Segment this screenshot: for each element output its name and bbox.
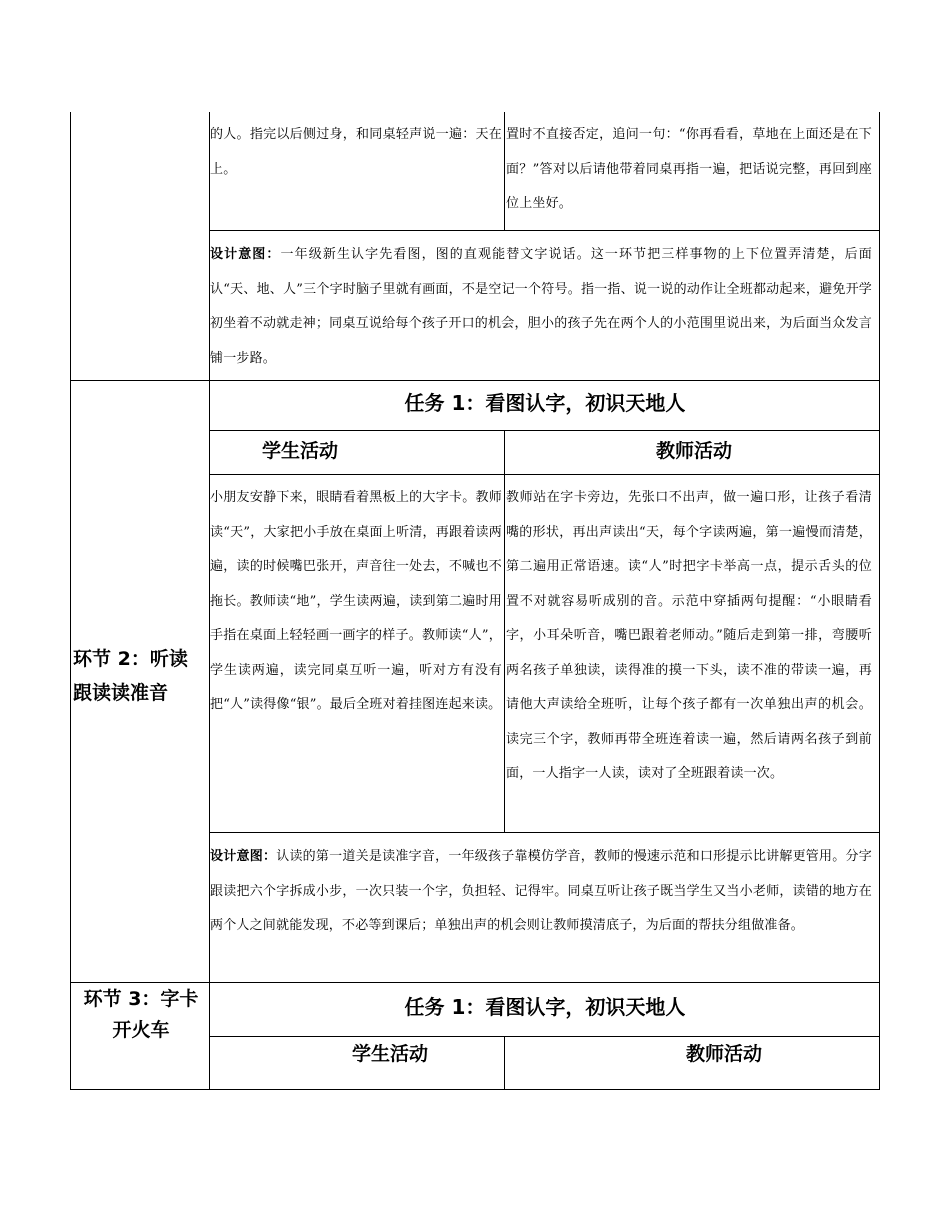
teacher-activity-header: 教师活动 [685, 1043, 762, 1065]
task-title: 任务 1：看图认字，初识天地人 [404, 995, 686, 1019]
design-intent [210, 840, 872, 944]
task-title: 任务 1：看图认字，初识天地人 [404, 391, 686, 415]
column-divider [504, 112, 505, 230]
section-title: 环节 2：听读跟读读准音 [73, 648, 188, 704]
column-divider [504, 430, 505, 832]
teacher-activity-text: 教师站在字卡旁边，先张口不出声，做一遍口形，让孩子看清嘴的形状，再出声读出“天，每个字读两遍，第一遍慢而清楚，第二遍用正常语速。读“人”时把字卡举高一点，提示舌头的位置不对就容易听成别的音。示范中穿插两句提醒：“小眼睛看字，小耳朵听音，嘴巴跟着老师动。”随后走到第一排，弯腰听两名孩子单独读，读得准的摸一下头，读不准的带读一遍，再请他大声读给全班听，让每个孩子都有一次单独出声的机会。读完三个字，教师再带全班连着读一遍，然后请两名孩子到前面，一人指字一人读，读对了全班跟着读一次。 [506, 490, 872, 781]
row-divider [70, 380, 880, 381]
row-divider [209, 1036, 880, 1037]
student-activity-header: 学生活动 [351, 1043, 428, 1065]
row-divider [209, 832, 880, 833]
column-divider [504, 1036, 505, 1090]
row-divider [209, 230, 880, 231]
teacher-activity-text: 置时不直接否定，追问一句：“你再看看，草地在上面还是在下面？”答对以后请他带着同桌再指一遍，把话说完整，再回到座位上坐好。 [506, 127, 872, 211]
row-divider [209, 474, 880, 475]
design-intent-text: 一年级新生认字先看图，图的直观能替文字说话。这一环节把三样事物的上下位置弄清楚，后面认“天、地、人”三个字时脑子里就有画面，不是空记一个符号。指一指、说一说的动作让全班都动起来，避免开学初坐着不动就走神；同桌互说给每个孩子开口的机会，胆小的孩子先在两个人的小范围里说出来，为后面当众发言铺一步路。 [210, 247, 872, 366]
student-activity-text: 小朋友安静下来，眼睛看着黑板上的大字卡。教师读“天”，大家把小手放在桌面上听清，再跟着读两遍，读的时候嘴巴张开，声音往一处去，不喊也不拖长。教师读“地”，学生读两遍，读到第二遍时用手指在桌面上轻轻画一画字的样子。教师读“人”，学生读两遍，读完同桌互听一遍，听对方有没有把“人”读得像“银”。最后全班对着挂图连起来读。 [210, 490, 502, 712]
section-title: 环节 3：字卡开火车 [83, 988, 199, 1041]
design-intent-label: 设计意图： [210, 247, 281, 262]
teacher-activity-header: 教师活动 [655, 440, 732, 462]
design-intent-label: 设计意图： [210, 849, 277, 864]
student-activity-header: 学生活动 [261, 440, 338, 462]
student-activity-text: 的人。指完以后侧过身，和同桌轻声说一遍：天在上。 [210, 127, 502, 177]
row-divider [209, 430, 880, 431]
row-divider [70, 982, 880, 983]
design-intent [210, 238, 872, 376]
design-intent-text: 认读的第一道关是读准字音，一年级孩子靠模仿学音，教师的慢速示范和口形提示比讲解更管用。分字跟读把六个字拆成小步，一次只装一个字，负担轻、记得牢。同桌互听让孩子既当学生又当小老师，读错的地方在两个人之间就能发现，不必等到课后；单独出声的机会则让教师摸清底子，为后面的帮扶分组做准备。 [210, 849, 872, 933]
